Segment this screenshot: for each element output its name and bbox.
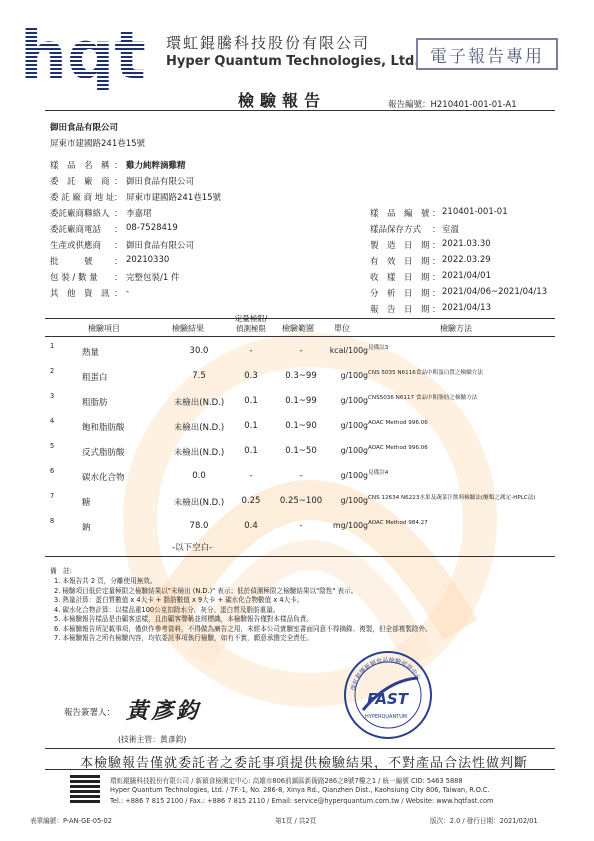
footer-line-3: Tel.: +886 7 815 2100 / Fax.: +886 7 815 2110 / Email: service@hyperquantum.com.tw / Website: www.hqtfast.com	[110, 797, 494, 805]
note-item: 6. 本檢驗報告所記載事項，僅供作參考資料，不得做為廣告之用，未經本公司實驗室書面同意不得摘錄、複製，但全部複製除外。	[54, 624, 432, 633]
note-item: 1. 本報告共 2 頁，分離使用無效。	[54, 577, 157, 585]
row-result: 78.0	[189, 521, 209, 531]
info-left-value: 御田食品有限公司	[126, 241, 195, 251]
row-range: 0.25~100	[279, 496, 323, 506]
seal-ring-text: 環虹錕騰新穎食品檢驗認證中心	[350, 656, 422, 692]
table-end-text: -以下空白-	[172, 543, 213, 553]
row-unit: g/100g	[340, 421, 368, 430]
info-colon: ：	[114, 273, 123, 283]
info-left-label: 委 託 廠 商 地 址	[50, 193, 115, 203]
table-bottom-line	[45, 556, 555, 557]
footer-line-1: 環虹錕騰科技股份有限公司 / 新穎食檢測定中心: 高雄市806前鎮區新衙路286之8號7樓之1 / 統一編號 CID: 5463 5888	[110, 777, 463, 785]
signature-image: 黃彥鈞	[126, 698, 202, 724]
info-left-label: 其 他 資 訊	[50, 289, 110, 299]
company-name-cn: 環虹錕騰科技股份有限公司	[166, 34, 371, 52]
info-colon: ：	[432, 225, 441, 235]
info-left-value: 御田食品有限公司	[126, 177, 195, 187]
row-unit: mg/100g	[332, 521, 368, 530]
row-loq: -	[249, 471, 253, 481]
row-number: 8	[50, 517, 55, 525]
footer-disclaimer: 本檢驗報告僅就委託者之委託事項提供檢驗結果，不對產品合法性做判斷	[80, 756, 529, 771]
report-title: 檢驗報告	[238, 91, 327, 110]
row-loq: 0.25	[241, 496, 261, 506]
footer-top-line	[45, 748, 555, 749]
col-header-item: 檢驗項目	[88, 324, 120, 333]
company-logo	[18, 12, 158, 94]
row-method: AOAC Method 984.27	[368, 520, 428, 526]
row-number: 3	[50, 392, 55, 400]
info-left-value: 李嘉珺	[126, 209, 152, 219]
info-left-label: 生產或供應商	[50, 241, 102, 251]
row-method: 見備註3	[368, 345, 389, 351]
info-right-value: 2021.03.30	[442, 239, 491, 249]
info-colon: ：	[114, 161, 123, 171]
info-left-label: 委 託 廠 商	[50, 177, 110, 187]
logo-letters: hqt	[20, 17, 146, 94]
row-result: 未檢出(N.D.)	[173, 398, 225, 408]
info-left-label: 包 裝 / 數 量	[50, 273, 98, 283]
table-header-line	[45, 336, 555, 337]
row-result: 未檢出(N.D.)	[173, 423, 225, 433]
info-right-value: 2021/04/06~2021/04/13	[442, 287, 548, 297]
signer-label: 報告簽署人：	[64, 708, 116, 718]
row-method: AOAC Method 996.06	[368, 420, 428, 426]
row-number: 6	[50, 467, 55, 475]
row-range: -	[299, 521, 303, 531]
row-loq: 0.1	[244, 421, 258, 431]
info-left-value: 屏東市建國路241巷15號	[126, 193, 222, 203]
row-range: 0.1~50	[285, 446, 317, 456]
row-range: 0.3~99	[285, 371, 317, 381]
row-item: 碳水化合物	[82, 473, 125, 483]
info-colon: ：	[114, 177, 123, 187]
info-left-value: 完整包裝/1 件	[126, 273, 180, 283]
info-colon: ：	[432, 209, 441, 219]
info-colon: ：	[432, 241, 441, 251]
row-unit: g/100g	[340, 471, 368, 480]
page-number: 第1頁 / 共2頁	[275, 817, 317, 825]
info-right-label: 有 效 日 期	[370, 257, 430, 267]
info-left-label: 委託廠商電話	[50, 225, 102, 235]
info-colon: ：	[114, 257, 123, 267]
row-number: 4	[50, 417, 55, 425]
info-colon: ：	[432, 257, 441, 267]
info-right-label: 製 造 日 期	[370, 241, 430, 251]
info-right-label: 分 析 日 期	[370, 289, 430, 299]
row-range: -	[299, 346, 303, 356]
fast-seal-icon	[343, 650, 433, 740]
e-report-stamp: 電子報告專用	[416, 38, 558, 70]
seal-sub-text: HYPERQUANTUM	[365, 714, 408, 720]
client-name: 御田食品有限公司	[50, 123, 119, 133]
notes-title: 備 註:	[50, 567, 73, 575]
row-result: 7.5	[192, 371, 206, 381]
row-result: 0.0	[192, 471, 206, 481]
row-loq: -	[249, 346, 253, 356]
row-range: 0.1~90	[285, 421, 317, 431]
row-range: 0.1~99	[285, 396, 317, 406]
info-colon: ：	[114, 193, 123, 203]
info-right-label: 樣品保存方式	[370, 225, 422, 235]
row-method: 見備註4	[368, 470, 389, 476]
row-item: 飽和脂肪酸	[82, 423, 125, 433]
row-range: -	[299, 471, 303, 481]
row-item: 鈉	[82, 523, 91, 533]
info-colon: ：	[114, 241, 123, 251]
row-loq: 0.4	[244, 521, 258, 531]
info-colon: ：	[114, 225, 123, 235]
seal-center-text: FAST	[367, 690, 408, 708]
row-method: CNS5036 N6117 食品中粗脂肪之檢驗方法	[368, 395, 478, 401]
info-left-value: 08-7528419	[126, 223, 178, 233]
info-colon: ：	[114, 209, 123, 219]
info-left-value: -	[126, 287, 130, 297]
note-item: 4. 碳水化合物計算：以樣品重100公克扣除水分、灰分、蛋白質及脂肪重量。	[54, 605, 280, 614]
info-colon: ：	[432, 305, 441, 315]
row-unit: g/100g	[340, 496, 368, 505]
row-item: 粗脂肪	[82, 398, 108, 408]
row-loq: 0.3	[244, 371, 258, 381]
row-method: AOAC Method 996.06	[368, 445, 428, 451]
note-item: 2. 檢驗項目低於定量極限之檢驗結果以"未檢出 (N.D.)" 表示；低於偵測極限之檢驗結果以"陰性" 表示。	[54, 586, 358, 595]
row-number: 7	[50, 492, 55, 500]
info-right-value: 2021/04/01	[442, 271, 491, 281]
row-number: 2	[50, 367, 55, 375]
info-right-value: 室溫	[442, 225, 460, 235]
row-unit: g/100g	[340, 371, 368, 380]
row-item: 反式脂肪酸	[82, 448, 125, 458]
company-name-en: Hyper Quantum Technologies, Ltd.	[166, 54, 420, 69]
info-left-value: 20210330	[126, 255, 170, 265]
col-header-result: 檢驗結果	[172, 324, 204, 333]
info-right-label: 報 告 日 期	[370, 305, 430, 315]
col-header-unit: 單位	[334, 324, 350, 333]
row-result: 未檢出(N.D.)	[173, 498, 225, 508]
info-right-label: 收 樣 日 期	[370, 273, 430, 283]
row-method: CNS 5035 N6116食品中粗蛋白質之檢驗方法	[368, 370, 483, 376]
footer-mid-line	[45, 769, 555, 770]
info-right-value: 2022.03.29	[442, 255, 491, 265]
note-item: 7. 本檢驗報告之所有檢驗內容，均依委託事項執行檢驗，如有不實，願意承擔完全責任。	[54, 634, 313, 642]
info-colon: ：	[432, 289, 441, 299]
info-right-label: 樣 品 編 號	[370, 209, 430, 219]
row-result: 未檢出(N.D.)	[173, 448, 225, 458]
note-item: 5. 本檢驗報告樣品是由顧客送樣，且由顧客聲稱並經標識，本檢驗報告僅對本樣品負責。	[54, 615, 313, 623]
version-info: 版次：2.0 / 發行日期：2021/02/01	[430, 817, 538, 825]
qr-code-icon	[70, 773, 100, 803]
info-left-label: 批 號	[50, 257, 93, 267]
client-address: 屏東市建國路241巷15號	[50, 139, 146, 149]
row-unit: g/100g	[340, 446, 368, 455]
note-item: 3. 熱量計算：蛋白質數值 x 4大卡 + 脂肪數值 x 9大卡 + 碳水化合物數值 x 4大卡。	[54, 596, 304, 604]
row-loq: 0.1	[244, 396, 258, 406]
col-header-loq: 定量極限/ 偵測極限	[234, 314, 268, 333]
row-method: CNS 12634 N6223水果及蔬菜汁飲料檢驗法(醣類之測定-HPLC法)	[368, 495, 536, 501]
info-right-value: 2021/04/13	[442, 303, 491, 313]
header-divider	[45, 110, 555, 111]
row-number: 1	[50, 342, 55, 350]
row-unit: kcal/100g	[329, 346, 368, 355]
row-unit: g/100g	[340, 396, 368, 405]
col-header-range: 檢驗範圍	[282, 324, 314, 333]
info-left-label: 委託廠商聯絡人	[50, 209, 110, 219]
col-header-method: 檢驗方法	[440, 324, 472, 333]
row-result: 30.0	[189, 346, 209, 356]
form-number: 表單編號：P-AN-GE-05-02	[30, 817, 112, 825]
row-item: 糖	[82, 498, 91, 508]
row-loq: 0.1	[244, 446, 258, 456]
report-number: 報告編號：H210401-001-01-A1	[388, 100, 517, 110]
info-right-value: 210401-001-01	[442, 207, 508, 217]
row-number: 5	[50, 442, 55, 450]
signer-caption: (技術主管：黃彥鈞)	[118, 735, 187, 744]
info-left-value: 雞力純粹滴雞精	[126, 161, 186, 171]
info-colon: ：	[114, 289, 123, 299]
row-item: 熱量	[82, 348, 100, 358]
footer-line-2: Hyper Quantum Technologies, Ltd. / 7F.-1, No. 286-8, Xinya Rd., Qianzhen Dist., Kaohsiung City 806, Taiwan, R.O.C.	[110, 786, 490, 794]
row-item: 粗蛋白	[82, 373, 108, 383]
table-top-line	[45, 318, 555, 319]
info-left-label: 樣 品 名 稱	[50, 161, 110, 171]
info-colon: ：	[432, 273, 441, 283]
